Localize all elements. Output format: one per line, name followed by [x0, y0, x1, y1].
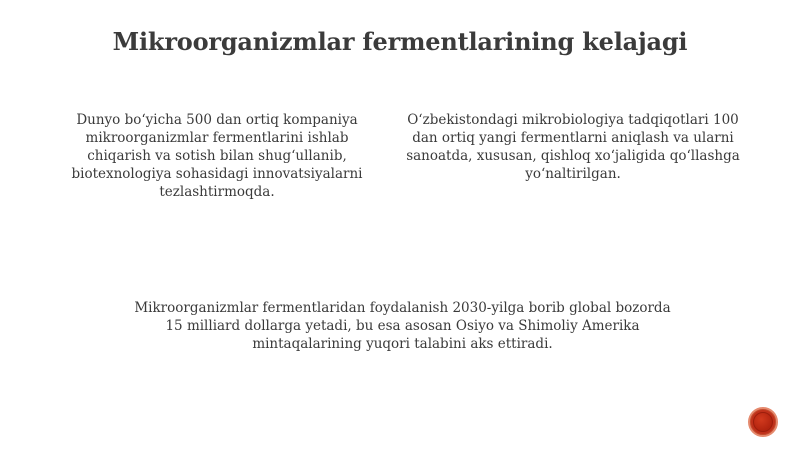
slide-title: Mikroorganizmlar fermentlarining kelajagi — [112, 27, 688, 56]
bottom-text-block: Mikroorganizmlar fermentlaridan foydalanish 2030-yilga borib global bozorda 15 milliard dollarga yetadi, bu esa asosan Osiyo va Shimoliy Amerika mintaqalarining yuqori talabini aks ettiradi. — [134, 300, 671, 352]
circle-button-icon — [753, 412, 773, 432]
right-text-block: O‘zbekistondagi mikrobiologiya tadqiqotlari 100 dan ortiq yangi fermentlarni aniqlash va ularni sanoatda, xususan, qishloq xo‘jaligida qo‘llashga yo‘naltirilgan. — [406, 112, 740, 182]
slide-nav-button[interactable] — [748, 407, 778, 437]
left-text-block: Dunyo bo‘yicha 500 dan ortiq kompaniya mikroorganizmlar fermentlarini ishlab chiqarish va sotish bilan shug‘ullanib, biotexnologiya sohasidagi innovatsiyalarni tezlashtirmoqda. — [71, 112, 363, 200]
